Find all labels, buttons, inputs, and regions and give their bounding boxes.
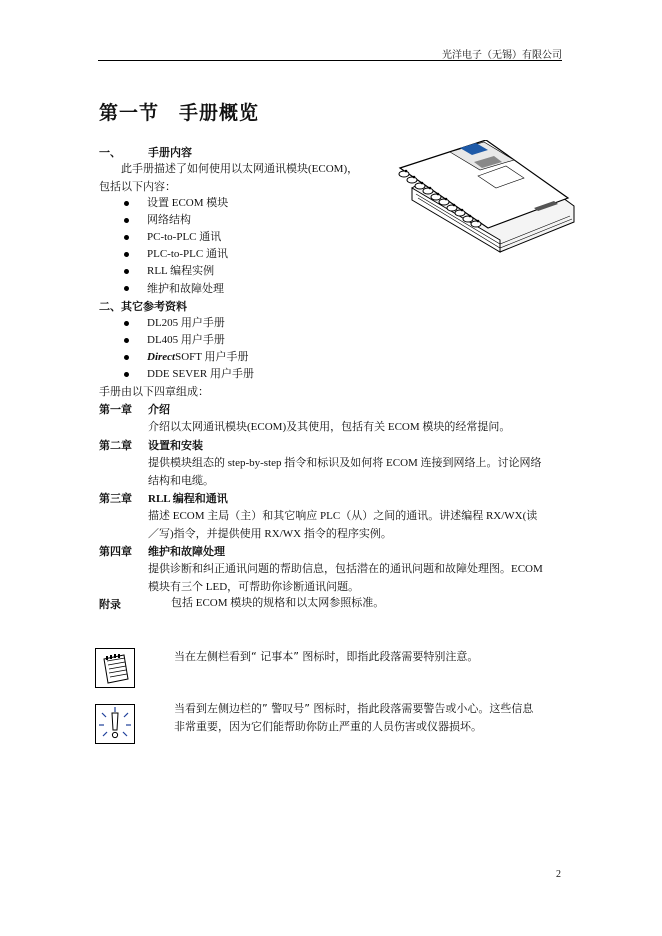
bullet [124, 355, 129, 360]
page-title: 第一节 手册概览 [99, 102, 260, 124]
bullet [124, 269, 129, 274]
appendix-label: 附录 [99, 598, 121, 611]
chapter-title: RLL 编程和通讯 [148, 493, 228, 505]
section1-intro-line2: 包括以下内容： [99, 180, 176, 193]
list-item: PLC-to-PLC 通讯 [147, 248, 228, 260]
bullet [124, 201, 129, 206]
notebook-note-text: 当在左侧栏看到“ 记事本” 图标时，即指此段落需要特别注意。 [174, 650, 479, 663]
chapter-desc-line: 介绍以太网通讯模块(ECOM)及其使用，包括有关 ECOM 模块的经常提问。 [148, 421, 511, 433]
directsoft-suffix: SOFT 用户手册 [175, 351, 249, 363]
list-item: DDE SEVER 用户手册 [147, 368, 254, 380]
chapter-title: 设置和安装 [148, 439, 203, 452]
chapter-label: 第一章 [99, 403, 132, 416]
chapter-desc-line: ／写)指令，并提供使用 RX/WX 指令的程序实例。 [148, 528, 392, 540]
list-item: DL405 用户手册 [147, 334, 225, 346]
warning-note-line2: 非常重要，因为它们能帮助你防止严重的人员伤害或仪器损坏。 [174, 720, 482, 733]
chapter-desc-line: 模块有三个 LED，可帮助你诊断通讯问题。 [148, 581, 360, 593]
list-item: RLL 编程实例 [147, 265, 215, 277]
chapter-label: 第二章 [99, 439, 132, 452]
notebook-icon [95, 648, 135, 688]
bullet [124, 286, 129, 291]
chapter-label: 第四章 [99, 545, 132, 558]
list-item: DL205 用户手册 [147, 317, 225, 329]
list-item: PC-to-PLC 通讯 [147, 231, 222, 243]
chapter-label: 第三章 [99, 492, 132, 505]
chapter-desc-line: 提供模块组态的 step-by-step 指令和标识及如何将 ECOM 连接到网络上。讨论网络 [148, 457, 542, 469]
chapter-desc-line: 描述 ECOM 主局（主）和其它响应 PLC（从）之间的通讯。讲述编程 RX/WX(读 [148, 510, 538, 522]
page-number: 2 [556, 869, 561, 880]
warning-note-line1: 当看到左侧边栏的” 警叹号” 图标时，指此段落需要警告或小心。这些信息 [174, 702, 534, 715]
section1-number: 一、 [99, 146, 121, 159]
bullet [124, 372, 129, 377]
section1-heading: 手册内容 [148, 146, 192, 159]
chapter-desc-line: 结构和电缆。 [148, 475, 214, 487]
chapter-title: 介绍 [148, 403, 170, 416]
chapters-intro: 手册由以下四章组成： [99, 385, 209, 398]
bullet [124, 338, 129, 343]
bullet [124, 218, 129, 223]
section2-heading: 二、其它参考资料 [99, 300, 187, 313]
manual-book-illustration [390, 140, 575, 260]
list-item: 维护和故障处理 [147, 282, 224, 295]
exclamation-icon [95, 704, 135, 744]
header-company: 光洋电子（无锡）有限公司 [442, 50, 562, 61]
bullet [124, 235, 129, 240]
header-rule [98, 60, 562, 61]
list-item [147, 349, 249, 366]
bullet [124, 321, 129, 326]
chapter-title: 维护和故障处理 [148, 545, 225, 558]
bullet [124, 252, 129, 257]
appendix-text: 包括 ECOM 模块的规格和以太网参照标准。 [171, 597, 385, 609]
section1-intro-line1: 此手册描述了如何使用以太网通讯模块(ECOM)， [121, 163, 359, 175]
list-item: 设置 ECOM 模块 [147, 197, 229, 209]
chapter-desc-line: 提供诊断和纠正通讯问题的帮助信息，包括潜在的通讯问题和故障处理图。ECOM [148, 563, 543, 575]
directsoft-emphasis: Direct [147, 351, 176, 363]
list-item: 网络结构 [147, 214, 191, 226]
